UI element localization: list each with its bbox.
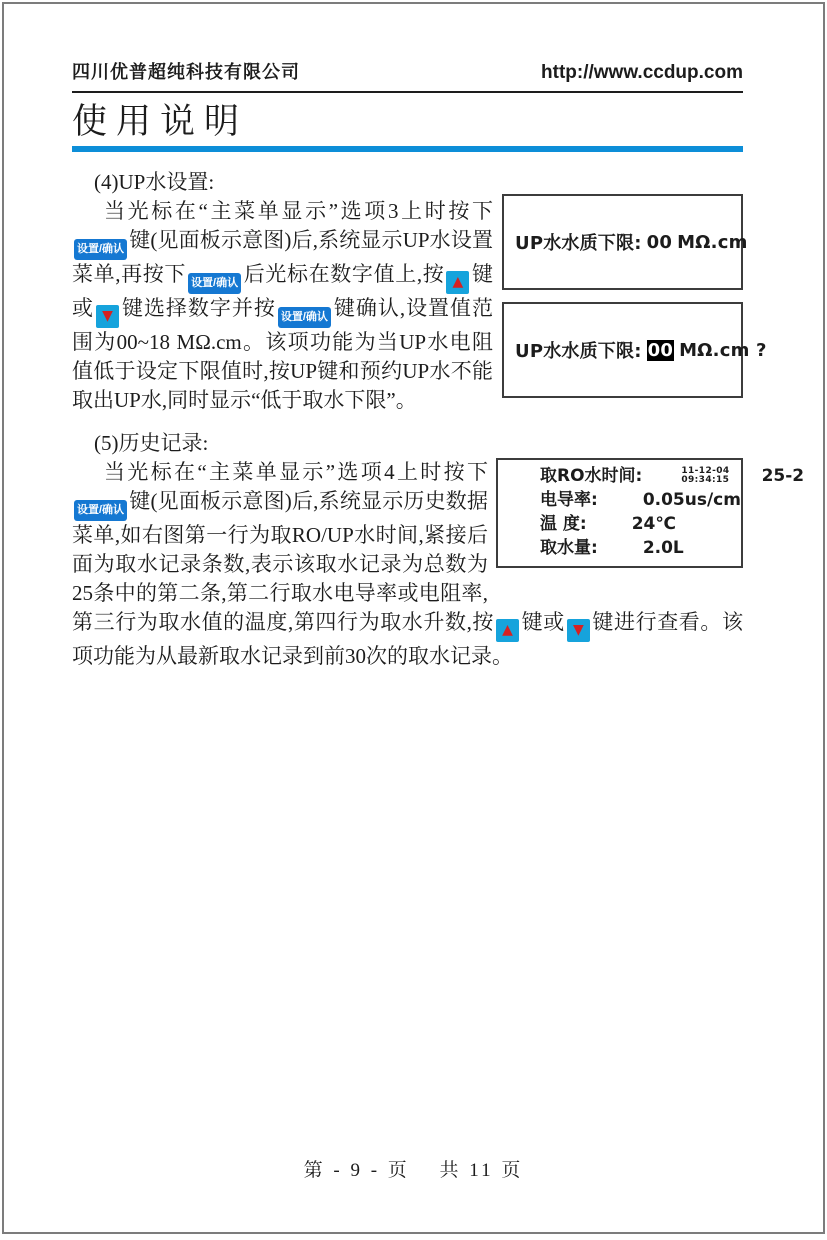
section4-paragraph	[72, 197, 493, 415]
text-run: 键进行查看。该项功能为从最新取水记录到前30次的取水记录。	[72, 610, 744, 668]
page-title: 使用说明	[72, 102, 249, 141]
lcd-label: UP水水质下限:	[515, 233, 642, 254]
set-confirm-key-label: 设置/确认	[77, 243, 125, 255]
text-run: 键(见面板示意图)后,系统显示历史数据菜单,如右图第一行为取RO/UP水时间,紧接后面为取水记录条数,表示该取水记录为总数为25条中的第二条,第二行取水电导率或电阻率,第三行为取水值的温度,第四行为取水升数,按	[72, 489, 495, 634]
company-url: http://www.ccdup.com	[541, 62, 743, 83]
company-name: 四川优普超纯科技有限公司	[72, 62, 300, 82]
temperature-label: 温 度:	[540, 514, 587, 534]
history-row-time	[508, 464, 805, 488]
volume-value: 2.0L	[642, 538, 684, 558]
text-run: 键(见面板示意图)后,系统显示UP水设置菜单,再按下	[72, 228, 493, 286]
history-record-index: 25-2	[761, 466, 805, 486]
temperature-value: 24℃	[631, 514, 676, 534]
conductivity-label: 电导率:	[540, 490, 598, 510]
down-arrow-icon: ▼	[102, 308, 113, 324]
up-key	[446, 271, 469, 294]
set-confirm-key	[74, 239, 127, 260]
up-arrow-icon: ▲	[502, 622, 513, 638]
text-run: 后光标在数字值上,按	[243, 262, 445, 286]
page-header	[72, 58, 743, 84]
history-time-label: 取RO水时间:	[540, 466, 643, 486]
history-time: 09:34:15	[681, 475, 730, 485]
lcd-unit: MΩ.cm	[677, 231, 748, 253]
section5-paragraph	[72, 458, 805, 671]
set-confirm-key-label: 设置/确认	[280, 311, 328, 323]
set-confirm-key	[74, 500, 127, 521]
lcd-box-column	[502, 194, 767, 398]
up-arrow-icon: ▲	[452, 274, 464, 290]
conductivity-value: 0.05us/cm	[642, 490, 741, 510]
header-rule	[72, 91, 743, 93]
lcd-history-record	[496, 458, 805, 568]
history-row-volume	[508, 536, 733, 560]
section4-heading: (4)UP水设置:	[94, 170, 215, 194]
section5-heading: (5)历史记录:	[94, 431, 209, 455]
set-confirm-key	[278, 307, 331, 328]
text-run: 键或	[521, 610, 565, 634]
up-key	[496, 619, 519, 642]
section-history-record	[72, 429, 805, 671]
history-datetime	[649, 467, 729, 486]
set-confirm-key-label: 设置/确认	[77, 504, 125, 516]
down-arrow-icon: ▼	[572, 622, 584, 638]
down-key	[567, 619, 590, 642]
title-underline	[72, 146, 743, 152]
lcd-value-highlighted: 00	[647, 339, 674, 361]
lcd-unit: MΩ.cm ?	[679, 339, 767, 361]
page-number: 第 - 9 - 页 共 11 页	[303, 1160, 524, 1181]
text-run: 当光标在“主菜单显示”选项3上时按下	[104, 199, 493, 223]
volume-label: 取水量:	[540, 538, 598, 558]
lcd-label: UP水水质下限:	[515, 341, 642, 362]
text-run: 当光标在“主菜单显示”选项4上时按下	[104, 460, 488, 484]
history-date: 11-12-04	[681, 465, 730, 476]
history-row-temperature	[508, 512, 733, 536]
section-up-water-setting	[72, 168, 767, 415]
set-confirm-key	[188, 273, 241, 294]
history-row-conductivity	[508, 488, 741, 512]
text-run: 键或	[72, 262, 494, 320]
lcd-up-limit-view	[502, 194, 748, 290]
text-run: 键选择数字并按	[120, 296, 276, 320]
lcd-up-limit-edit	[502, 302, 767, 398]
lcd-history-wrap	[496, 458, 805, 568]
down-key	[96, 305, 119, 328]
lcd-value: 00	[646, 231, 673, 253]
text-run: 键确认,设置值范围为00~18 MΩ.cm。该项功能为当UP水电阻值低于设定下限值时,按UP键和预约UP水不能取出UP水,同时显示“低于取水下限”。	[72, 296, 494, 412]
set-confirm-key-label: 设置/确认	[191, 277, 239, 289]
